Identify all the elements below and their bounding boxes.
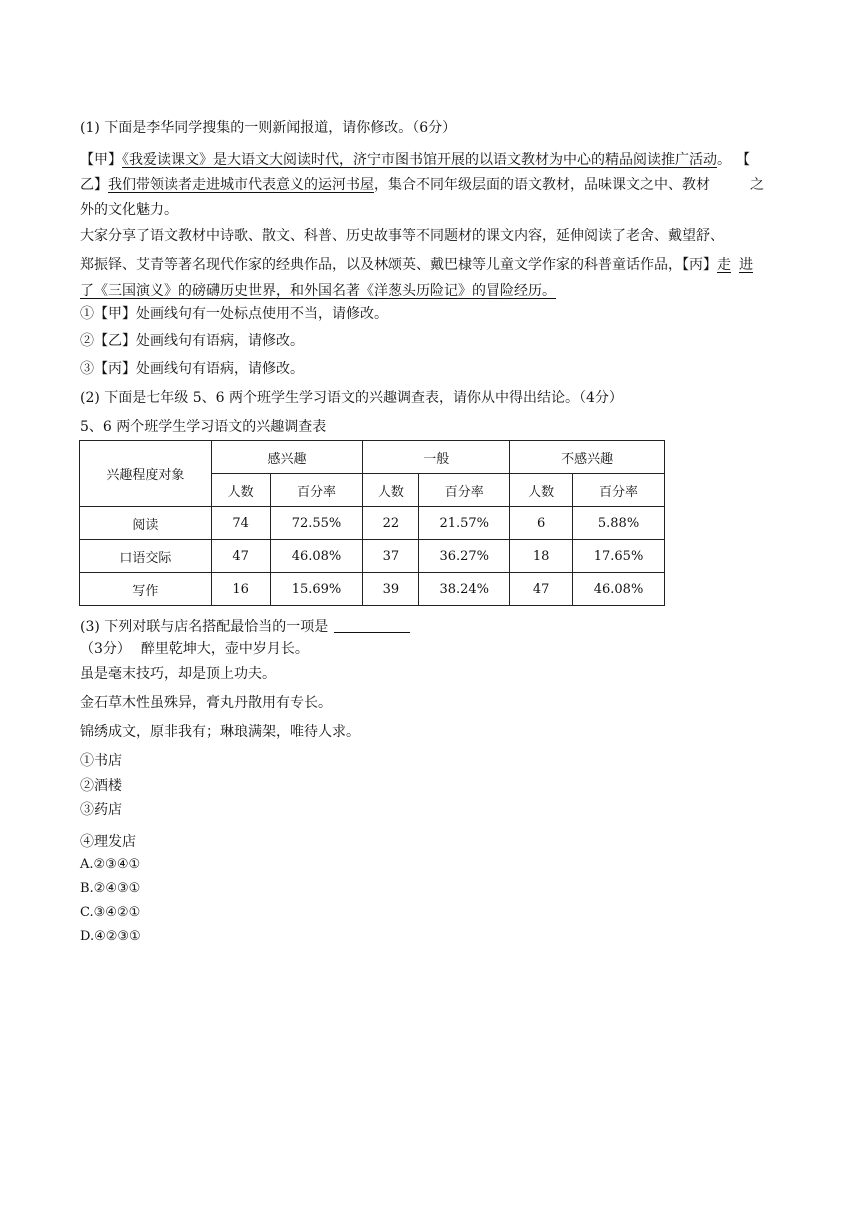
question-1-title: (1) 下面是李华同学搜集的一则新闻报道，请你修改。（6分） — [80, 120, 457, 136]
paragraph-2-line-1: 大家分享了语文教材中诗歌、散文、科普、历史故事等不同题材的课文内容，延伸阅读了老舍、戴望舒、 — [80, 228, 724, 244]
table-row — [80, 573, 665, 606]
table-cell: 38.24% — [419, 573, 510, 606]
column-header: 百分率 — [270, 474, 363, 507]
column-header: 人数 — [363, 474, 419, 507]
paragraph-2-line-2: 郑振铎、艾青等著名现代作家的经典作品，以及林颂英、戴巴棣等儿童文学作家的科普童话作品，【丙】走 进 — [80, 257, 753, 273]
couplet-3: 金石草木性虽殊异，膏丸丹散用有专长。 — [80, 695, 332, 711]
underlined-sentence-jia: 《我爱读课文》是大语文大阅读时代，济宁市图书馆开展的以语文教材为中心的精品阅读推广活动 — [122, 152, 717, 168]
option-a[interactable]: A.②③④① — [80, 857, 141, 872]
tag-jia: 【甲】 — [80, 152, 122, 168]
paragraph-1-line-3: 外的文化魅力。 — [80, 202, 178, 218]
table-cell: 17.65% — [573, 540, 665, 573]
column-header: 人数 — [510, 474, 573, 507]
question-3-points-line — [80, 639, 309, 659]
table-row — [80, 540, 665, 573]
table-cell: 5.88% — [573, 507, 665, 540]
table-cell: 39 — [363, 573, 419, 606]
survey-table — [79, 440, 665, 606]
table-cell: 74 — [211, 507, 270, 540]
question-2-title: (2) 下面是七年级 5、6 两个班学生学习语文的兴趣调查表，请你从中得出结论。（4分） — [80, 390, 623, 406]
question-3-points: （3分） — [80, 641, 131, 657]
question-3-title: (3) 下列对联与店名搭配最恰当的一项是 — [80, 617, 410, 637]
shop-item-2: ②酒楼 — [80, 778, 122, 794]
couplet-4: 锦绣成文，原非我有；琳琅满架，唯待人求。 — [80, 724, 360, 740]
table-cell: 18 — [510, 540, 573, 573]
shop-item-1: ①书店 — [80, 753, 122, 769]
table-cell: 37 — [363, 540, 419, 573]
underlined-sentence-yi: 我们带领读者走进城市代表意义的运河书屋 — [108, 177, 374, 193]
table-cell: 16 — [211, 573, 270, 606]
table-cell: 36.27% — [419, 540, 510, 573]
column-header: 百分率 — [573, 474, 665, 507]
table-caption: 5、6 两个班学生学习语文的兴趣调查表 — [80, 419, 327, 435]
row-label: 阅读 — [80, 507, 212, 540]
underlined-sentence-bing-start: 走 — [717, 257, 731, 273]
answer-blank[interactable] — [334, 618, 410, 633]
shop-item-4: ④理发店 — [80, 834, 136, 850]
table-cell: 47 — [510, 573, 573, 606]
table-cell: 21.57% — [419, 507, 510, 540]
table-cell: 15.69% — [270, 573, 363, 606]
option-d[interactable]: D.④②③① — [80, 929, 141, 944]
table-cell: 6 — [510, 507, 573, 540]
table-cell: 46.08% — [573, 573, 665, 606]
couplet-1: 醉里乾坤大，壶中岁月长。 — [140, 641, 309, 657]
group-header-neutral: 一般 — [363, 441, 510, 474]
paragraph-1-line-1: 【甲】《我爱读课文》是大语文大阅读时代，济宁市图书馆开展的以语文教材为中心的精品阅读推广活动。 【 — [80, 152, 750, 168]
table-cell: 72.55% — [270, 507, 363, 540]
table-cell: 22 — [363, 507, 419, 540]
subquestion-3: ③【丙】处画线句有语病，请修改。 — [80, 361, 304, 377]
tag-yi: 乙】 — [80, 177, 108, 193]
table-cell: 46.08% — [270, 540, 363, 573]
shop-item-3: ③药店 — [80, 802, 122, 818]
subquestion-1: ①【甲】处画线句有一处标点使用不当，请修改。 — [80, 306, 388, 322]
paragraph-1-line-2: 乙】我们带领读者走进城市代表意义的运河书屋，集合不同年级层面的语文教材，品味课文之中、教材 之 — [80, 177, 764, 193]
column-header: 人数 — [211, 474, 270, 507]
table-row — [80, 507, 665, 540]
table-corner-header: 兴趣程度对象 — [80, 441, 212, 507]
row-label: 写作 — [80, 573, 212, 606]
group-header-not-interested: 不感兴趣 — [510, 441, 665, 474]
row-label: 口语交际 — [80, 540, 212, 573]
table-cell: 47 — [211, 540, 270, 573]
group-header-interested: 感兴趣 — [211, 441, 363, 474]
column-header: 百分率 — [419, 474, 510, 507]
option-c[interactable]: C.③④②① — [80, 905, 141, 920]
subquestion-2: ②【乙】处画线句有语病，请修改。 — [80, 333, 304, 349]
couplet-2: 虽是毫末技巧，却是顶上功夫。 — [80, 666, 276, 682]
table-header-row — [80, 441, 665, 474]
underlined-sentence-bing: 了《三国演义》的磅礴历史世界，和外国名著《洋葱头历险记》的冒险经历。 — [80, 283, 556, 299]
option-b[interactable]: B.②④③① — [80, 881, 141, 896]
